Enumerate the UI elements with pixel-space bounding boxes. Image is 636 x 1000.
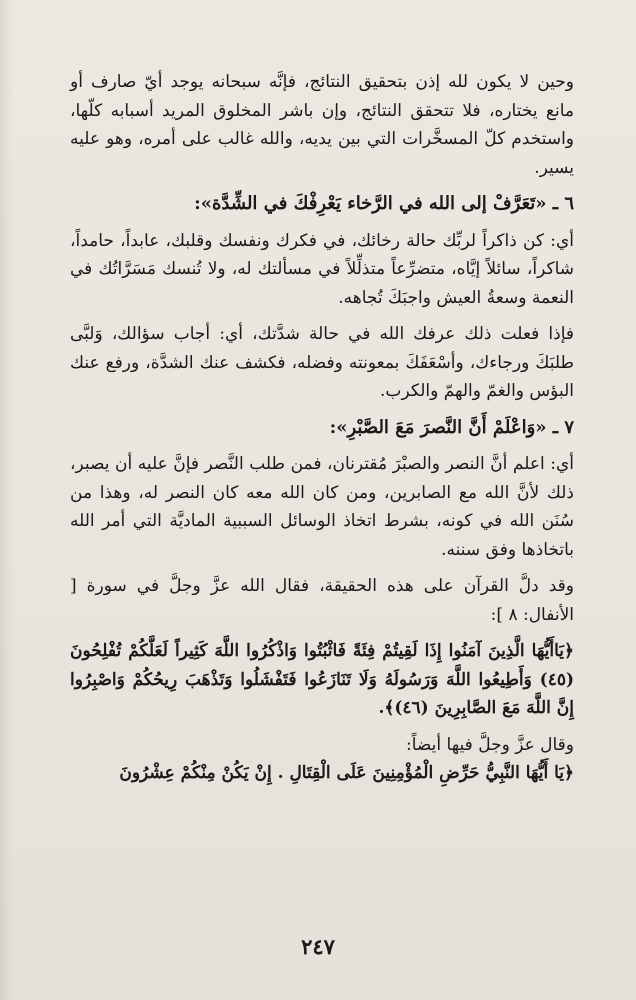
page-body-text <box>70 68 574 788</box>
paragraph-explanation-6: أي: كن ذاكراً لربِّك حالة رخائك، في فكرك ونفسك وقلبك، عابداً، حامداً، شاكراً، سائلاً إيَّاه، متضرِّعاً متذلِّلاً في مسألتك له، ولا تُنسك مَسَرَّاتُك في النعمة وسعةُ العيش واجبَكَ تُجاهه. <box>70 230 574 308</box>
quran-verse-anfal-45-46: ﴿يَاأَيُّهَا الَّذِينَ آمَنُوا إِذَا لَقِيتُمْ فِئَةً فَاثْبُتُوا وَاذْكُرُوا اللَّهَ كَثِيراً لَعَلَّكُمْ تُفْلِحُونَ (٤٥) وَأَطِيعُوا اللَّهَ وَرَسُولَهُ وَلَا تَنَازَعُوا فَتَفْشَلُوا وَتَذْهَبَ رِيحُكُمْ وَاصْبِرُوا إِنَّ اللَّهَ مَعَ الصَّابِرِينَ (٤٦)﴾. <box>70 641 574 718</box>
page-number: ٢٤٧ <box>301 934 335 959</box>
paragraph-result-6: فإذا فعلت ذلك عرفك الله في حالة شدَّتك، أي: أجاب سؤالك، وَلبَّى طلبَكَ ورجاءك، وأسْعَفَكَ بمعونته وفضله، فكشف عنك الشدَّة، ورفع عنك البؤس والغمّ والهمّ والكرب. <box>70 324 575 401</box>
page-edge-shadow <box>0 0 14 1000</box>
quran-verse-anfal-65: ﴿يَا أَيُّهَا النَّبِيُّ حَرِّضِ الْمُؤْمِنِينَ عَلَى الْقِتَالِ . إِنْ يَكُنْ مِنْكُمْ عِشْرُونَ <box>119 763 574 783</box>
paragraph-intro: وحين لا يكون لله إذن بتحقيق النتائج، فإنَّه سبحانه يوجد أيّ صارف أو مانع يختاره، فلا تتحقق النتائج، وإن باشر المخلوق المريد أسبابه كلّها، واستخدم كلّ المسخَّرات التي بين يديه، والله غالب على أمره، وهو عليه يسير. <box>70 72 574 178</box>
heading-hadith-7: ٧ ـ «وَاعْلَمْ أَنَّ النَّصرَ مَعَ الصَّبْرِ»: <box>329 416 574 438</box>
paragraph-also-said: وقال عزَّ وجلَّ فيها أيضاً: <box>406 734 574 755</box>
paragraph-quran-reference: وقد دلَّ القرآن على هذه الحقيقة، فقال الله عزَّ وجلَّ في سورة [ الأنفال: ٨ ]: <box>70 576 574 625</box>
heading-hadith-6: ٦ ـ «تَعَرَّفْ إلى الله في الرَّخاء يَعْرِفْكَ في الشِّدَّة»: <box>194 193 574 214</box>
paragraph-explanation-7: أي: اعلم أنَّ النصر والصبْرَ مُقترنان، فمن طلب النَّصر فإنَّ عليه أن يصبر، ذلك لأنَّ الله مع الصابرين، ومن كان الله معه كان النصر له، وهذا من سُنَن الله في كونه، بشرط اتخاذ الوسائل السببية الماديَّة التي أمر الله باتخاذها وفق سننه. <box>70 454 574 560</box>
